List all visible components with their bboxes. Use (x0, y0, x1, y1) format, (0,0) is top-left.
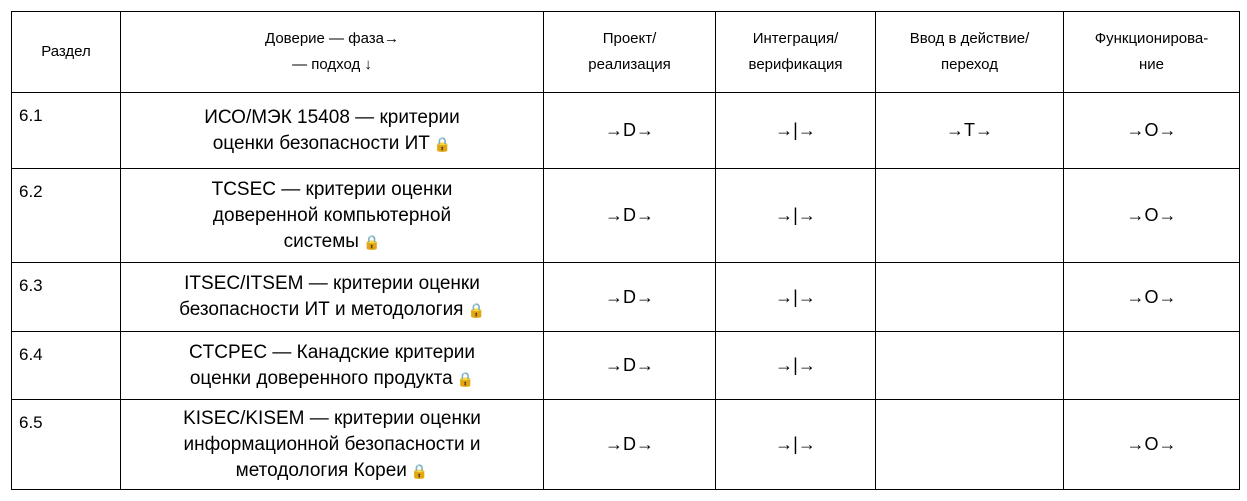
section-number: 6.3 (12, 263, 121, 332)
lock-icon: 🔒 (410, 462, 429, 479)
approach-line-text: оценки безопасности ИТ (212, 132, 430, 154)
header-phase-line1: Функционирова- (1094, 30, 1209, 47)
approach-line (121, 297, 543, 323)
approach-line (121, 366, 543, 392)
section-number: 6.5 (12, 400, 121, 490)
approach-line: KISEC/KISEM — критерии оценки (183, 407, 481, 429)
table-row (12, 93, 1240, 169)
phase-integration-cell: →|→ (716, 93, 876, 169)
approach-cell (121, 332, 544, 400)
header-phase-line1: Ввод в действие/ (909, 30, 1030, 47)
approach-cell (121, 400, 544, 490)
phase-transition-cell (876, 400, 1064, 490)
assurance-approaches-table (11, 11, 1240, 490)
approach-line: CTCPEC — Канадские критерии (188, 341, 476, 363)
phase-operation-cell (1064, 332, 1240, 400)
table-row (12, 400, 1240, 490)
phase-transition-cell (876, 332, 1064, 400)
approach-line-text: безопасности ИТ и методология (179, 299, 464, 320)
header-row (12, 12, 1240, 93)
lock-icon: 🔒 (467, 302, 485, 318)
header-phase-transition (876, 12, 1064, 93)
lock-icon: 🔒 (456, 370, 475, 387)
phase-integration-cell: →|→ (716, 263, 876, 332)
lock-icon: 🔒 (362, 233, 381, 250)
approach-line: доверенной компьютерной (212, 204, 452, 226)
header-section: Раздел (12, 12, 121, 93)
phase-transition-cell (876, 169, 1064, 263)
phase-operation-cell: →O→ (1064, 93, 1240, 169)
section-number: 6.2 (12, 169, 121, 263)
table-row (12, 263, 1240, 332)
approach-line: ИСО/МЭК 15408 — критерии (204, 106, 460, 128)
phase-integration-cell: →|→ (716, 332, 876, 400)
phase-operation-cell: →O→ (1064, 400, 1240, 490)
approach-line-text: оценки доверенного продукта (189, 367, 453, 389)
approach-line (121, 131, 543, 157)
header-phase-operation (1064, 12, 1240, 93)
header-phase-line2: переход (941, 56, 998, 73)
phase-design-cell: →D→ (544, 93, 716, 169)
phase-design-cell: →D→ (544, 400, 716, 490)
approach-line: ITSEC/ITSEM — критерии оценки (184, 273, 480, 294)
header-phase-line2: реализация (588, 56, 671, 73)
approach-cell (121, 93, 544, 169)
phase-integration-cell: →|→ (716, 169, 876, 263)
section-number: 6.1 (12, 93, 121, 169)
phase-design-cell: →D→ (544, 332, 716, 400)
approach-line-text: системы (283, 230, 359, 252)
phase-operation-cell: →O→ (1064, 263, 1240, 332)
approach-cell (121, 169, 544, 263)
approach-line (121, 458, 543, 484)
approach-line-text: методология Кореи (235, 459, 407, 481)
header-phase-integration (716, 12, 876, 93)
approach-line (121, 229, 543, 255)
header-phase-line2: ние (1138, 56, 1164, 73)
phase-operation-cell: →O→ (1064, 169, 1240, 263)
phase-design-cell: →D→ (544, 169, 716, 263)
header-approach-line2: — подход ↓ (292, 56, 372, 73)
header-approach-line1: Доверие — фаза→ (265, 30, 399, 47)
lock-icon: 🔒 (433, 135, 452, 152)
phase-design-cell: →D→ (544, 263, 716, 332)
phase-transition-cell: →T→ (876, 93, 1064, 169)
table-row (12, 332, 1240, 400)
approach-line: TCSEC — критерии оценки (211, 178, 453, 200)
header-phase-line2: верификация (748, 56, 843, 73)
header-phase-line1: Интеграция/ (752, 30, 839, 47)
header-phase-design (544, 12, 716, 93)
header-approach (121, 12, 544, 93)
section-number: 6.4 (12, 332, 121, 400)
phase-integration-cell: →|→ (716, 400, 876, 490)
approach-line: информационной безопасности и (183, 433, 481, 455)
phase-transition-cell (876, 263, 1064, 332)
table-row (12, 169, 1240, 263)
header-phase-line1: Проект/ (602, 30, 657, 47)
approach-cell (121, 263, 544, 332)
